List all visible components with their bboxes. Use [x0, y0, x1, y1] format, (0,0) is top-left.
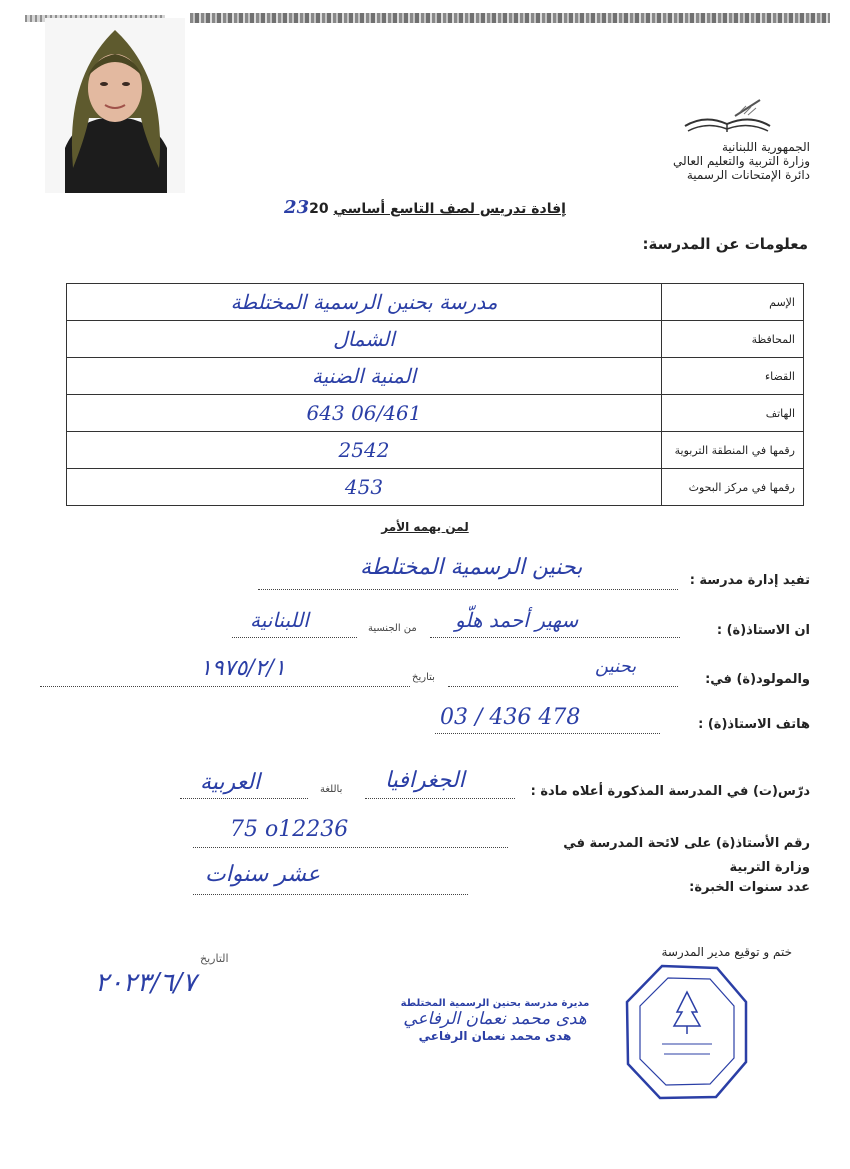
table-row — [67, 469, 804, 506]
school-info-table — [66, 283, 804, 506]
date-of-birth-label: بتاريخ — [412, 672, 435, 683]
language-value: العربية — [200, 770, 261, 795]
document-title — [0, 197, 850, 218]
dotted-line — [258, 588, 678, 590]
date-of-birth-value: ١٩٧٥/٢/١ — [200, 656, 286, 681]
experience-label: عدد سنوات الخبرة: — [689, 880, 810, 895]
director-signature: هدى محمد نعمان الرفاعي — [403, 1009, 587, 1029]
director-signature-block — [385, 998, 605, 1043]
phone-label: الهاتف — [662, 395, 804, 432]
region-number-value: 2542 — [67, 432, 662, 469]
school-stamp — [622, 962, 752, 1102]
teacher-phone-value: 03 / 436 478 — [440, 705, 581, 730]
title-year-printed: 20 — [309, 201, 329, 217]
school-name-value: مدرسة بحنين الرسمية المختلطة — [67, 284, 662, 321]
date-label: التاريخ — [200, 952, 229, 965]
ministry-logo — [680, 96, 775, 136]
table-row — [67, 284, 804, 321]
teacher-phone-label: هاتف الاستاذ(ة) : — [698, 717, 810, 732]
district-value: المنية الضنية — [67, 358, 662, 395]
subject-value: الجغرافيا — [385, 768, 465, 793]
dotted-line — [435, 732, 660, 734]
dotted-line — [365, 797, 515, 799]
governorate-value: الشمال — [67, 321, 662, 358]
dotted-line — [448, 685, 678, 687]
dotted-line — [180, 797, 308, 799]
scan-artifact — [190, 13, 830, 23]
table-row — [67, 395, 804, 432]
stamp-signature-label: ختم و توقيع مدير المدرسة — [661, 945, 792, 959]
experience-value: عشر سنوات — [205, 862, 321, 887]
registration-value: 75 o12236 — [230, 817, 349, 842]
title-year-handwritten: 23 — [284, 197, 310, 218]
language-label: باللغة — [320, 784, 343, 795]
department-name: دائرة الإمتحانات الرسمية — [686, 168, 810, 182]
school-name-label: الإسم — [662, 284, 804, 321]
governorate-label: المحافظة — [662, 321, 804, 358]
applicant-photo — [45, 18, 185, 193]
title-text: إفادة تدريس لصف التاسع أساسي — [333, 201, 566, 217]
taught-label: درّس(ت) في المدرسة المذكورة أعلاه مادة : — [530, 784, 810, 799]
dotted-line — [40, 685, 410, 687]
dotted-line — [232, 636, 357, 638]
dotted-line — [430, 636, 680, 638]
born-label: والمولود(ة) في: — [705, 672, 810, 687]
school-section-heading: معلومات عن المدرسة: — [642, 235, 808, 253]
registration-label: رقم الأستاذ(ة) على لائحة المدرسة في وزارة التربية — [563, 836, 810, 875]
region-number-label: رقمها في المنطقة التربوية — [662, 432, 804, 469]
nationality-value: اللبنانية — [250, 608, 309, 632]
dotted-line — [193, 846, 508, 848]
school-admin-value: بحنين الرسمية المختلطة — [360, 555, 583, 580]
district-label: القضاء — [662, 358, 804, 395]
phone-value: 06/461 643 — [67, 395, 662, 432]
school-admin-label: تفيد إدارة مدرسة : — [689, 573, 810, 588]
ministry-name: وزارة التربية والتعليم العالي — [673, 154, 810, 168]
director-name: هدى محمد نعمان الرفاعي — [418, 1029, 572, 1043]
nationality-label: من الجنسية — [368, 623, 417, 634]
to-whom-heading: لمن يهمه الأمر — [381, 520, 469, 534]
country-name: الجمهورية اللبنانية — [721, 140, 810, 154]
teacher-name-value: سهير أحمد هلّو — [455, 608, 579, 632]
table-row — [67, 358, 804, 395]
document-date-value: ٢٠٢٣/٦/٧ — [95, 968, 197, 998]
research-number-value: 453 — [67, 469, 662, 506]
teacher-label: ان الاستاذ(ة) : — [716, 623, 810, 638]
dotted-line — [193, 893, 468, 895]
director-title: مديرة مدرسة بحنين الرسمية المختلطة — [400, 998, 590, 1009]
header-block — [673, 140, 810, 182]
table-row — [67, 321, 804, 358]
research-number-label: رقمها في مركز البحوث — [662, 469, 804, 506]
table-row — [67, 432, 804, 469]
birthplace-value: بحنين — [595, 656, 637, 677]
